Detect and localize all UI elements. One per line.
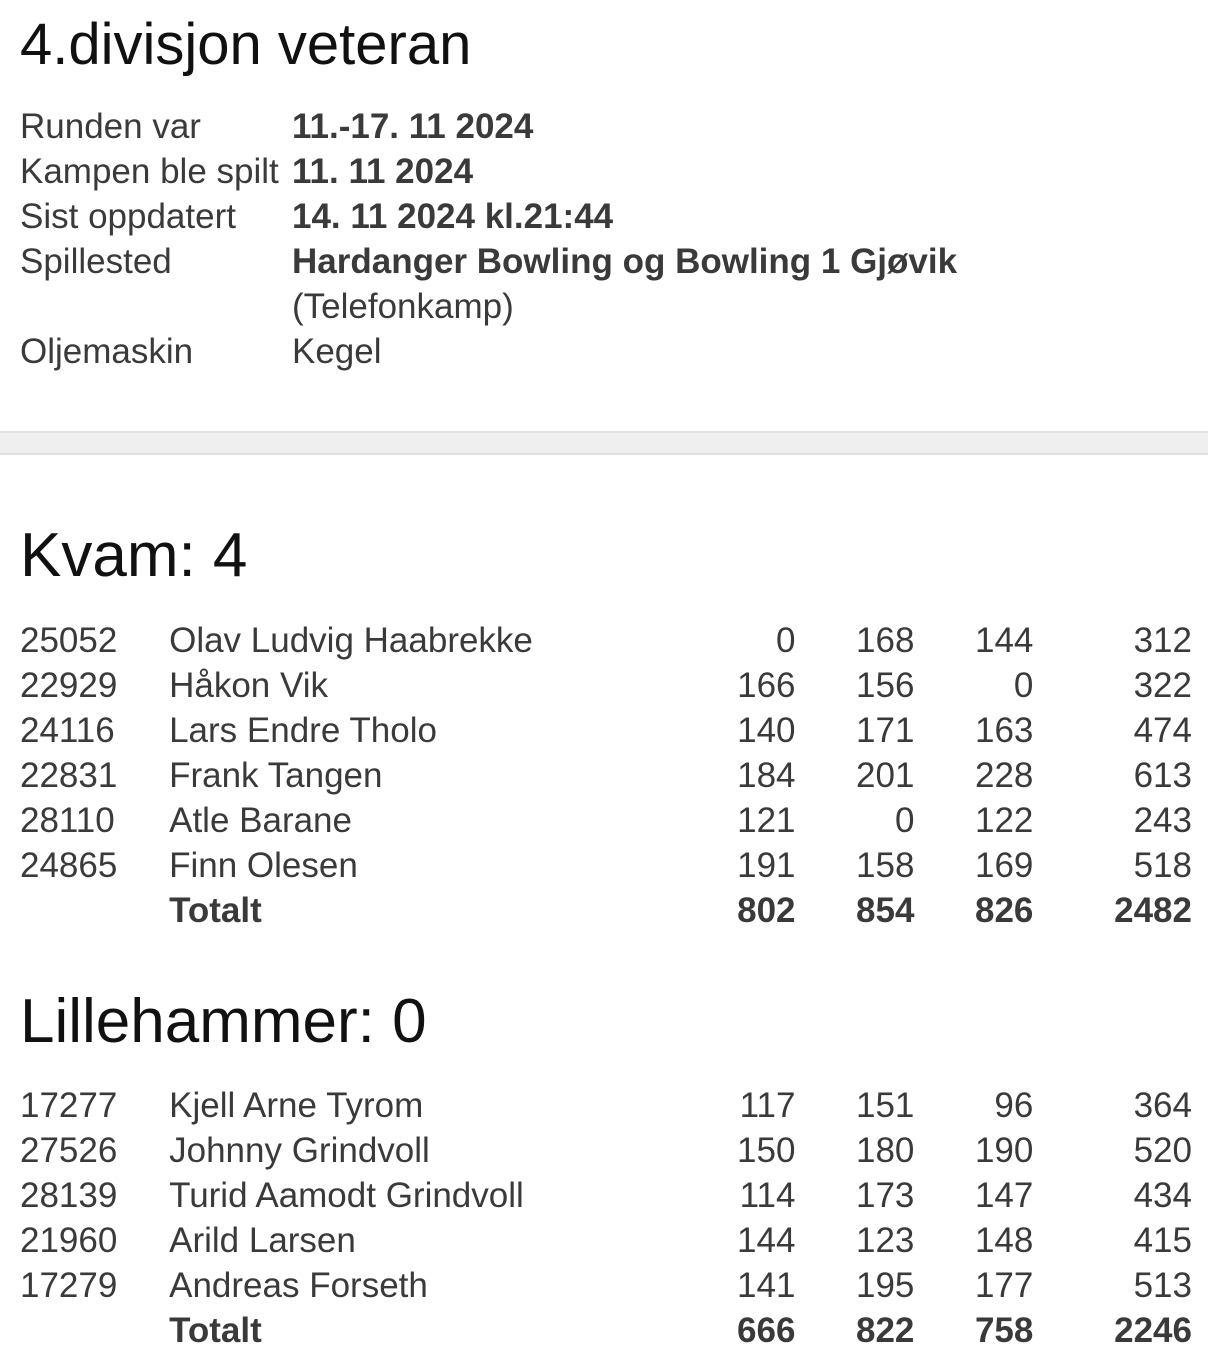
- info-row-played: [20, 149, 1120, 194]
- player-id: 17279: [20, 1266, 118, 1305]
- player-total: 364: [1133, 1086, 1192, 1125]
- match-info: [20, 104, 1120, 374]
- game-3-score: 148: [974, 1221, 1034, 1260]
- table-row: [20, 1083, 1192, 1128]
- player-name: Lars Endre Tholo: [169, 711, 437, 750]
- game-3-score: 169: [974, 846, 1034, 885]
- game-1-score: 144: [737, 1221, 796, 1260]
- table-row: [20, 618, 1192, 663]
- game-2-score: 171: [856, 711, 915, 750]
- game-1-score: 184: [737, 756, 796, 795]
- table-row: [20, 843, 1192, 888]
- player-id: 17277: [20, 1086, 118, 1125]
- game-3-score: 147: [974, 1176, 1034, 1215]
- team-heading-home: Kvam: 4: [20, 521, 248, 590]
- player-total: 312: [1133, 621, 1192, 660]
- player-total: 474: [1133, 711, 1192, 750]
- venue-name: Hardanger Bowling og Bowling 1 Gjøvik: [292, 242, 958, 281]
- game-3-total: 826: [974, 891, 1034, 930]
- game-3-score: 163: [974, 711, 1034, 750]
- game-1-score: 140: [737, 711, 796, 750]
- venue-value: [292, 239, 1120, 329]
- player-total: 518: [1133, 846, 1192, 885]
- game-2-score: 0: [894, 801, 915, 840]
- player-total: 243: [1133, 801, 1192, 840]
- table-row: [20, 798, 1192, 843]
- player-name: Arild Larsen: [169, 1221, 356, 1260]
- player-id: 22831: [20, 756, 118, 795]
- game-2-score: 158: [856, 846, 915, 885]
- info-label: Spillested: [20, 242, 172, 281]
- game-3-score: 177: [974, 1266, 1034, 1305]
- info-row-round: [20, 104, 1120, 149]
- game-1-score: 191: [737, 846, 796, 885]
- table-row: [20, 663, 1192, 708]
- venue-note: (Telefonkamp): [292, 287, 514, 326]
- table-row: [20, 1218, 1192, 1263]
- game-3-score: 228: [974, 756, 1034, 795]
- info-value: Kegel: [292, 332, 382, 371]
- game-3-score: 0: [1013, 666, 1034, 705]
- game-3-score: 190: [974, 1131, 1034, 1170]
- player-name: Finn Olesen: [169, 846, 358, 885]
- player-total: 613: [1133, 756, 1192, 795]
- game-3-total: 758: [974, 1311, 1034, 1350]
- grand-total: 2482: [1114, 891, 1192, 930]
- info-label: Runden var: [20, 107, 201, 146]
- player-id: 28139: [20, 1176, 118, 1215]
- info-value: 11.-17. 11 2024: [292, 107, 534, 146]
- game-3-score: 144: [974, 621, 1034, 660]
- game-3-score: 96: [994, 1086, 1034, 1125]
- player-total: 434: [1133, 1176, 1192, 1215]
- game-1-score: 114: [739, 1176, 796, 1215]
- player-name: Johnny Grindvoll: [169, 1131, 430, 1170]
- player-total: 513: [1133, 1266, 1192, 1305]
- info-label: Sist oppdatert: [20, 197, 236, 236]
- game-2-score: 168: [856, 621, 915, 660]
- game-1-total: 802: [737, 891, 796, 930]
- info-row-updated: [20, 194, 1120, 239]
- grand-total: 2246: [1114, 1311, 1192, 1350]
- player-name: Andreas Forseth: [169, 1266, 428, 1305]
- section-divider: [0, 431, 1208, 455]
- page-title: 4.divisjon veteran: [20, 12, 472, 77]
- game-1-score: 121: [737, 801, 796, 840]
- game-2-score: 195: [855, 1266, 915, 1305]
- empty-cell: [20, 888, 169, 933]
- game-2-score: 173: [855, 1176, 915, 1215]
- table-row: [20, 753, 1192, 798]
- player-name: Olav Ludvig Haabrekke: [169, 621, 533, 660]
- info-label: Oljemaskin: [20, 332, 194, 371]
- game-1-score: 117: [739, 1086, 796, 1125]
- game-1-score: 141: [737, 1266, 796, 1305]
- player-name: Frank Tangen: [169, 756, 383, 795]
- table-row: [20, 1128, 1192, 1173]
- game-2-score: 180: [855, 1131, 915, 1170]
- score-table-away: [20, 1083, 1192, 1353]
- player-id: 24865: [20, 846, 118, 885]
- game-2-score: 123: [855, 1221, 915, 1260]
- player-total: 520: [1133, 1131, 1192, 1170]
- table-row: [20, 1173, 1192, 1218]
- player-id: 22929: [20, 666, 118, 705]
- team-heading-away: Lillehammer: 0: [20, 987, 427, 1056]
- player-id: 27526: [20, 1131, 118, 1170]
- game-1-score: 150: [737, 1131, 796, 1170]
- game-1-total: 666: [737, 1311, 796, 1350]
- table-row: [20, 708, 1192, 753]
- game-2-total: 854: [856, 891, 915, 930]
- empty-cell: [20, 1308, 169, 1353]
- info-row-oil-machine: [20, 329, 1120, 374]
- player-name: Turid Aamodt Grindvoll: [169, 1176, 524, 1215]
- player-id: 28110: [20, 801, 115, 840]
- score-table-home: [20, 618, 1192, 933]
- game-1-score: 166: [737, 666, 796, 705]
- player-id: 25052: [20, 621, 118, 660]
- player-total: 415: [1133, 1221, 1192, 1260]
- game-2-total: 822: [855, 1311, 915, 1350]
- table-row: [20, 1263, 1192, 1308]
- totals-label: Totalt: [169, 891, 262, 930]
- game-1-score: 0: [776, 621, 796, 660]
- info-value: 11. 11 2024: [292, 152, 474, 191]
- player-name: Atle Barane: [169, 801, 352, 840]
- player-total: 322: [1133, 666, 1192, 705]
- player-name: Håkon Vik: [169, 666, 328, 705]
- totals-row: [20, 888, 1192, 933]
- player-name: Kjell Arne Tyrom: [169, 1086, 424, 1125]
- totals-row: [20, 1308, 1192, 1353]
- game-2-score: 151: [855, 1086, 915, 1125]
- player-id: 21960: [20, 1221, 118, 1260]
- game-3-score: 122: [974, 801, 1034, 840]
- info-value: 14. 11 2024 kl.21:44: [292, 197, 614, 236]
- game-2-score: 201: [856, 756, 915, 795]
- totals-label: Totalt: [169, 1311, 262, 1350]
- player-id: 24116: [20, 711, 115, 750]
- game-2-score: 156: [856, 666, 915, 705]
- info-row-venue: [20, 239, 1120, 329]
- info-label: Kampen ble spilt: [20, 152, 279, 191]
